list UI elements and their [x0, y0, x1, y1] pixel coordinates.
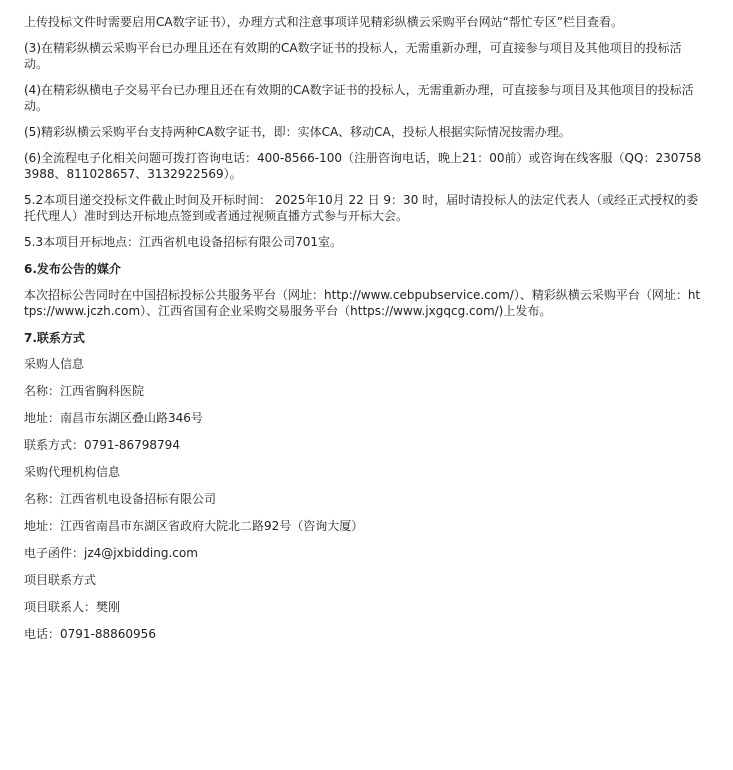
paragraph-5-2-deadline: 5.2本项目递交投标文件截止时间及开标时间： 2025年10月 22 日 9：30 时，届时请投标人的法定代表人（或经正式授权的委托代理人）准时到达开标地点签到或者通过视频直播方式参与开标大会。 — [24, 193, 699, 223]
paragraph-5-3-location: 5.3本项目开标地点：江西省机电设备招标有限公司701室。 — [24, 235, 342, 249]
paragraph-item-6: (6)全流程电子化相关问题可拨打咨询电话：400-8566-100（注册咨询电话，晚上21：00前）或咨询在线客服（QQ：2307583988、811028657、3132922569）。 — [24, 151, 702, 181]
section-6-text: 本次招标公告同时在中国招标投标公共服务平台（网址：http://www.cebpubservice.com/）、精彩纵横云采购平台（网址：https://www.jczh.com）、江西省国有企业采购交易服务平台（https://www.jxgqcg.com/)上发布。 — [24, 288, 701, 318]
document-body — [24, 14, 704, 653]
paragraph-ca-certificate-note: 上传投标文件时需要启用CA数字证书），办理方式和注意事项详见精彩纵横云采购平台网站“帮忙专区”栏目查看。 — [24, 15, 624, 29]
contact-purchaser-heading: 采购人信息 — [24, 357, 85, 371]
section-6-heading: 6.发布公告的媒介 — [24, 262, 121, 276]
contact-project-person: 项目联系人：樊刚 — [24, 600, 121, 614]
section-7-heading: 7.联系方式 — [24, 331, 85, 345]
contact-purchaser-phone: 联系方式：0791-86798794 — [24, 438, 180, 452]
contact-project-phone: 电话：0791-88860956 — [24, 627, 156, 641]
contact-project-heading: 项目联系方式 — [24, 573, 97, 587]
paragraph-item-4: (4)在精彩纵横电子交易平台已办理且还在有效期的CA数字证书的投标人，无需重新办理，可直接参与项目及其他项目的投标活动。 — [24, 83, 694, 113]
contact-purchaser-name: 名称：江西省胸科医院 — [24, 384, 145, 398]
contact-purchaser-address: 地址：南昌市东湖区叠山路346号 — [24, 411, 203, 425]
contact-agency-email: 电子函件：jz4@jxbidding.com — [24, 546, 198, 560]
contact-agency-heading: 采购代理机构信息 — [24, 465, 121, 479]
paragraph-item-5: (5)精彩纵横云采购平台支持两种CA数字证书，即：实体CA、移动CA，投标人根据实际情况按需办理。 — [24, 125, 571, 139]
paragraph-item-3: (3)在精彩纵横云采购平台已办理且还在有效期的CA数字证书的投标人，无需重新办理，可直接参与项目及其他项目的投标活动。 — [24, 41, 682, 71]
contact-agency-address: 地址：江西省南昌市东湖区省政府大院北二路92号（咨询大厦） — [24, 519, 364, 533]
contact-agency-name: 名称：江西省机电设备招标有限公司 — [24, 492, 217, 506]
